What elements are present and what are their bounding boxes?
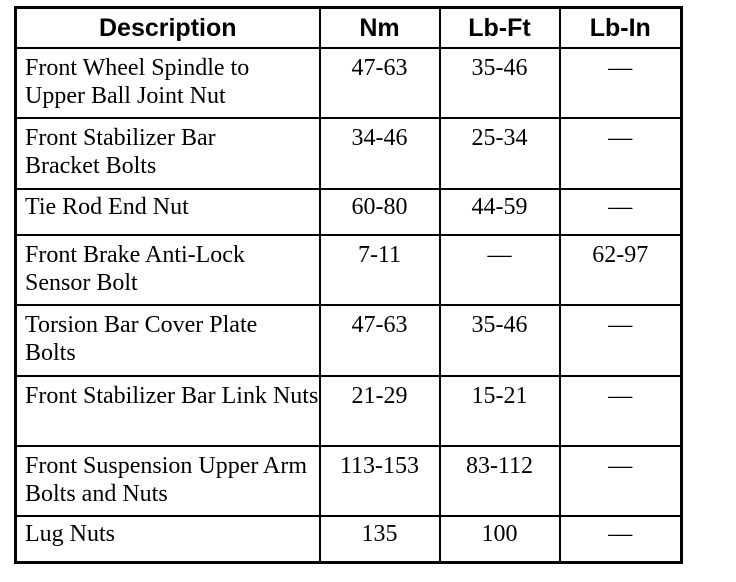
cell-nm: 135 [320, 516, 440, 562]
cell-description: Front Stabilizer Bar Link Nuts [16, 376, 320, 446]
cell-lb-ft: 100 [440, 516, 560, 562]
cell-description: Front Wheel Spindle to Upper Ball Joint Nut [16, 48, 320, 118]
cell-lb-in: — [560, 48, 682, 118]
cell-lb-ft: 35-46 [440, 305, 560, 375]
cell-lb-ft: 25-34 [440, 118, 560, 188]
table-row [16, 118, 682, 188]
cell-description: Front Suspension Upper Arm Bolts and Nuts [16, 446, 320, 516]
cell-description: Lug Nuts [16, 516, 320, 562]
cell-nm: 113-153 [320, 446, 440, 516]
table-row [16, 48, 682, 118]
header-row [16, 8, 682, 49]
table-row [16, 235, 682, 305]
cell-lb-in: — [560, 118, 682, 188]
table-row [16, 189, 682, 235]
cell-lb-in: — [560, 305, 682, 375]
cell-description: Front Stabilizer Bar Bracket Bolts [16, 118, 320, 188]
cell-nm: 47-63 [320, 305, 440, 375]
cell-lb-ft: — [440, 235, 560, 305]
table-header [16, 8, 682, 49]
table-row [16, 516, 682, 562]
cell-nm: 47-63 [320, 48, 440, 118]
table-row [16, 446, 682, 516]
header-nm: Nm [320, 8, 440, 49]
cell-lb-ft: 44-59 [440, 189, 560, 235]
cell-lb-in: 62-97 [560, 235, 682, 305]
cell-nm: 21-29 [320, 376, 440, 446]
header-description: Description [16, 8, 320, 49]
cell-nm: 60-80 [320, 189, 440, 235]
table-body [16, 48, 682, 563]
cell-lb-in: — [560, 189, 682, 235]
cell-nm: 7-11 [320, 235, 440, 305]
table-row [16, 305, 682, 375]
cell-lb-ft: 83-112 [440, 446, 560, 516]
cell-description: Tie Rod End Nut [16, 189, 320, 235]
cell-description: Torsion Bar Cover Plate Bolts [16, 305, 320, 375]
torque-spec-table [14, 6, 683, 564]
cell-lb-ft: 15-21 [440, 376, 560, 446]
table-row [16, 376, 682, 446]
header-lb-in: Lb-In [560, 8, 682, 49]
cell-lb-in: — [560, 376, 682, 446]
cell-lb-in: — [560, 446, 682, 516]
cell-description: Front Brake Anti-Lock Sensor Bolt [16, 235, 320, 305]
cell-nm: 34-46 [320, 118, 440, 188]
cell-lb-ft: 35-46 [440, 48, 560, 118]
cell-lb-in: — [560, 516, 682, 562]
header-lb-ft: Lb-Ft [440, 8, 560, 49]
